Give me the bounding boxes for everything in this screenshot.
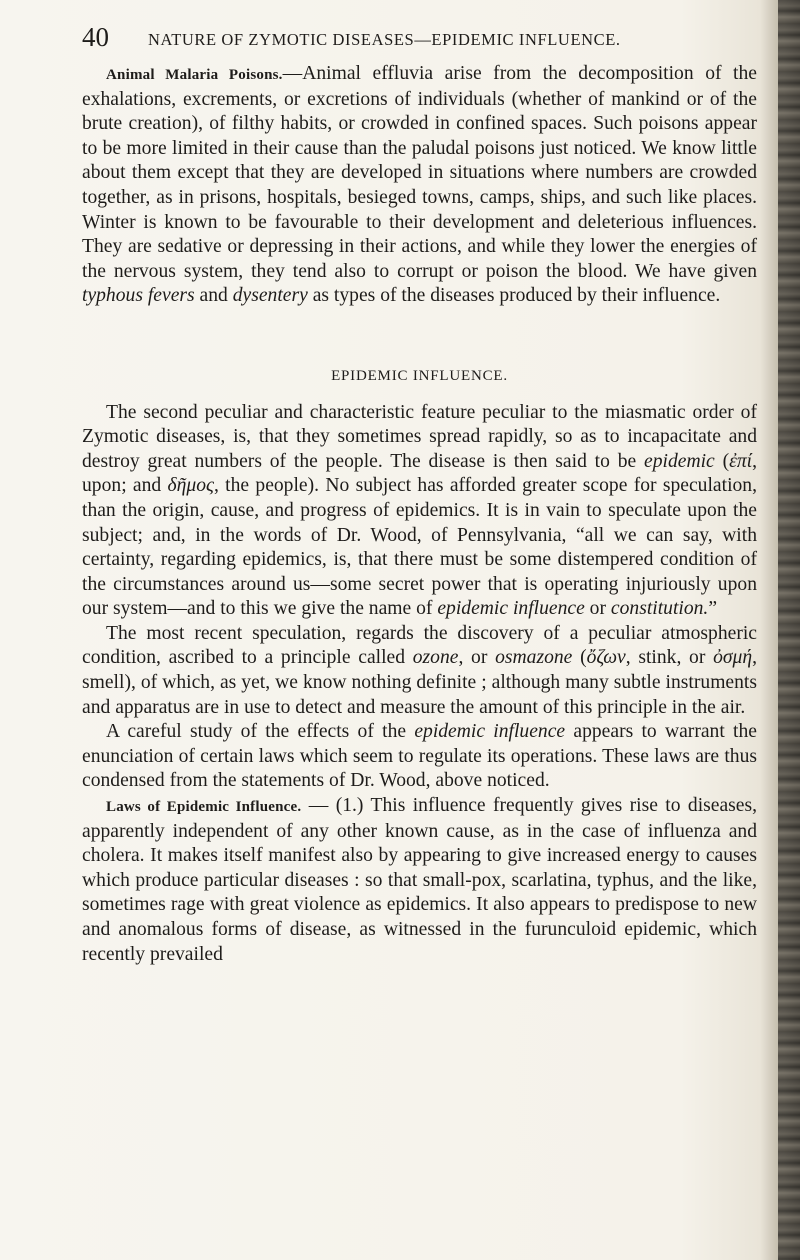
- paragraph-text: (: [572, 647, 587, 669]
- page-header: [82, 22, 772, 56]
- side-heading-animal-malaria: Animal Malaria Poisons.: [106, 67, 283, 83]
- page-number: 40: [82, 22, 109, 52]
- paragraph-text: , smell), of which, as yet, we know nothing definite ; although many subtle instruments and apparatus are in use to detect and measure the amount of this principle in the air.: [82, 647, 757, 718]
- body-text: [82, 62, 757, 967]
- paragraph-text: —Animal effluvia arise from the decomposition of the exhalations, excrements, or excretions of individuals (whether of mankind or of the brute creation), of filthy habits, or crowded in confined spaces. Such poisons appear to be more limited in their cause than the paludal poisons just noticed. We know little about them except that they are developed in situations where numbers are crowded together, as in prisons, hospitals, besieged towns, camps, ships, and such like places. Winter is known to be favourable to their development and deleterious influences. They are sedative or depressing in their actions, and while they lower the energies of the nervous system, they tend also to corrupt or poison the blood. We have given: [82, 63, 757, 282]
- paragraph-text: as types of the diseases produced by their influence.: [307, 285, 721, 307]
- paragraph-text: — (1.) This influence frequently gives rise to diseases, apparently independent of any other known cause, as in the case of influenza and cholera. It makes itself manifest also by appearing to give increased energy to causes which produce particular diseases : so that small-pox, scarlatina, typhus, and the like, sometimes rage with great violence as epidemics. It also appears to predispose to new and anomalous forms of disease, as witnessed in the furunculoid epidemic, which recently prevailed: [82, 795, 758, 965]
- paragraph-text: , or: [458, 647, 496, 669]
- paragraph-careful-study: [82, 720, 757, 794]
- italic-term: osmazone: [495, 647, 573, 669]
- italic-term: ozone: [412, 647, 459, 669]
- paragraph-text: A careful study of the effects of the: [106, 721, 415, 743]
- paragraph-text: ”: [708, 598, 718, 620]
- italic-term: typhous fevers: [82, 285, 195, 307]
- section-title: EPIDEMIC INFLUENCE.: [331, 367, 508, 384]
- greek-word: ὄζων: [586, 647, 626, 669]
- italic-term: epidemic influence: [414, 721, 566, 743]
- paragraph-text: , the people). No subject has afforded greater scope for speculation, than the origin, cause, and progress of epidemics. It is in vain to speculate upon the subject; and, in the words of Dr. Wood, of Pennsylvania, “all we can say, with certainty, regarding epidemics, is, that there must be some distempered condition of the circumstances around us—some secret power that is operating injuriously upon our system—and to this we give the name of: [82, 475, 758, 620]
- paragraph-text: , upon; and: [82, 450, 757, 497]
- paragraph-text: (: [714, 450, 730, 472]
- greek-word: ἐπί: [729, 450, 753, 472]
- side-heading-laws: Laws of Epidemic Influence.: [106, 799, 302, 816]
- paragraph-animal-malaria: [82, 62, 757, 309]
- paragraph-text: appears to warrant the enunciation of certain laws which seem to regulate its operations. These laws are thus condensed from the statements of Dr. Wood, above noticed.: [82, 721, 757, 792]
- paragraph-ozone: [82, 622, 757, 720]
- paragraph-text: or: [584, 598, 611, 620]
- paragraph-epidemic-definition: [82, 401, 757, 622]
- italic-term: epidemic influence: [437, 598, 585, 620]
- greek-word: ὀσμή: [713, 647, 753, 669]
- paragraph-text: and: [194, 285, 233, 307]
- italic-term: constitution.: [610, 598, 709, 620]
- page-edge-shadow: [778, 0, 800, 1260]
- paragraph-laws: [82, 794, 757, 967]
- paragraph-text: The second peculiar and characteristic feature peculiar to the miasmatic order of Zymotic diseases, is, that they sometimes spread rapidly, so as to incapacitate and destroy great numbers of the people. The disease is then said to be: [82, 401, 757, 472]
- greek-word: δῆμος: [167, 475, 214, 497]
- italic-term: epidemic: [644, 450, 715, 472]
- italic-term: dysentery: [232, 285, 308, 307]
- paragraph-text: The most recent speculation, regards the discovery of a peculiar atmospheric condition, ascribed to a principle called: [82, 622, 757, 669]
- paragraph-text: , stink, or: [625, 647, 714, 669]
- running-head: NATURE OF ZYMOTIC DISEASES—EPIDEMIC INFLUENCE.: [148, 30, 621, 49]
